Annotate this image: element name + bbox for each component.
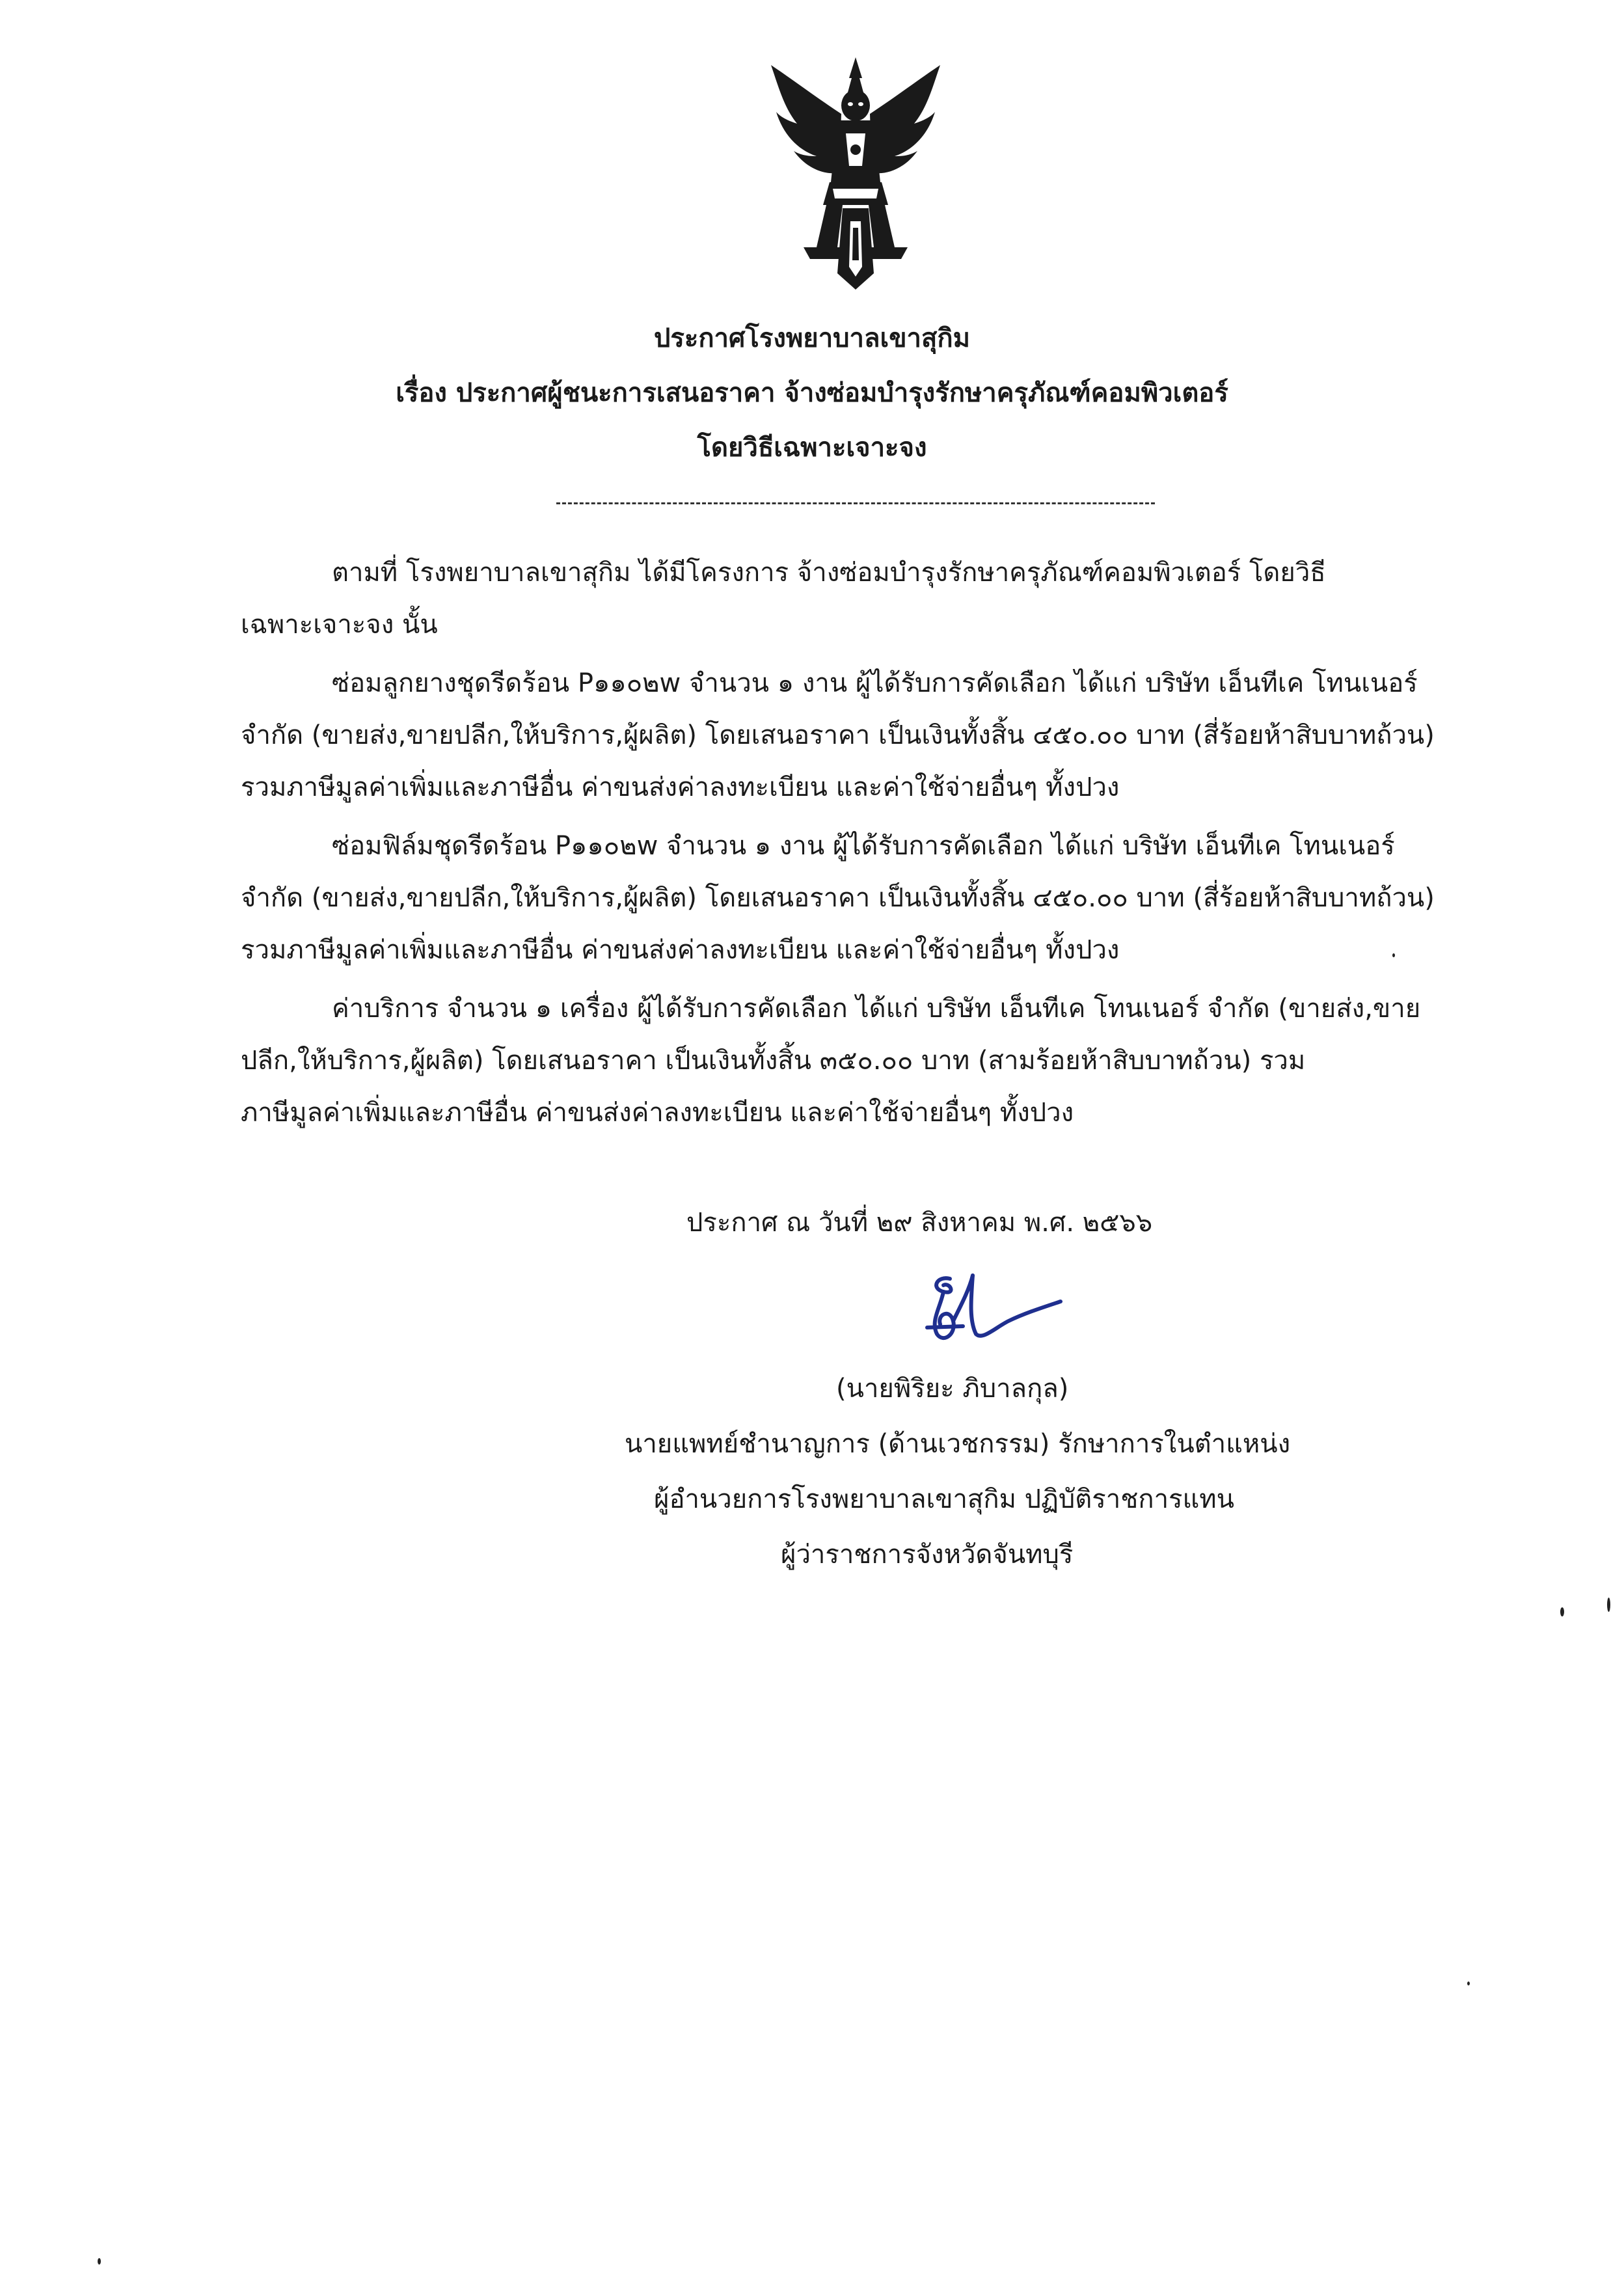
item-line: รวมภาษีมูลค่าเพิ่มและภาษีอื่น ค่าขนส่งค่าลงทะเบียน และค่าใช้จ่ายอื่นๆ ทั้งปวง bbox=[241, 935, 1120, 965]
item-line: ซ่อมฟิล์มชุดรีดร้อน P๑๑๐๒w จำนวน ๑ งาน ผู้ได้รับการคัดเลือก ได้แก่ บริษัท เอ็นทีเค โทนเนอร์ bbox=[332, 831, 1395, 861]
heading-divider bbox=[556, 502, 1155, 504]
scan-speck bbox=[98, 2258, 101, 2265]
intro-line: ตามที่ โรงพยาบาลเขาสุกิม ได้มีโครงการ จ้างซ่อมบำรุงรักษาครุภัณฑ์คอมพิวเตอร์ โดยวิธี bbox=[332, 558, 1326, 588]
item-paragraph-service-fee bbox=[241, 983, 1477, 1139]
garuda-emblem-icon bbox=[765, 52, 947, 293]
announcement-title: ประกาศโรงพยาบาลเขาสุกิม bbox=[653, 323, 971, 353]
scan-speck bbox=[1392, 953, 1395, 957]
procurement-method: โดยวิธีเฉพาะเจาะจง bbox=[697, 433, 927, 463]
item-paragraph-film-repair bbox=[241, 820, 1477, 976]
item-line: ปลีก,ให้บริการ,ผู้ผลิต) โดยเสนอราคา เป็นเงินทั้งสิ้น ๓๕๐.๐๐ บาท (สามร้อยห้าสิบบาทถ้วน) รวม bbox=[241, 1046, 1306, 1076]
item-line: จำกัด (ขายส่ง,ขายปลีก,ให้บริการ,ผู้ผลิต) โดยเสนอราคา เป็นเงินทั้งสิ้น ๔๕๐.๐๐ บาท (สี่ร้อยห้าสิบบาทถ้วน) bbox=[241, 883, 1435, 913]
announcement-subject: เรื่อง ประกาศผู้ชนะการเสนอราคา จ้างซ่อมบำรุงรักษาครุภัณฑ์คอมพิวเตอร์ bbox=[396, 378, 1228, 408]
signer-position-line3: ผู้ว่าราชการจังหวัดจันทบุรี bbox=[781, 1540, 1074, 1570]
scan-speck bbox=[1467, 1982, 1470, 1985]
signer-position-line2: ผู้อำนวยการโรงพยาบาลเขาสุกิม ปฏิบัติราชการแทน bbox=[654, 1484, 1235, 1514]
item-paragraph-roller-repair bbox=[241, 657, 1477, 813]
scan-speck bbox=[1607, 1598, 1610, 1612]
announcement-date: ประกาศ ณ วันที่ ๒๙ สิงหาคม พ.ศ. ๒๕๖๖ bbox=[686, 1208, 1153, 1238]
signer-name: (นายพิริยะ ภิบาลกุล) bbox=[836, 1374, 1069, 1404]
announcement-heading bbox=[195, 311, 1429, 475]
item-line: ซ่อมลูกยางชุดรีดร้อน P๑๑๐๒w จำนวน ๑ งาน ผู้ได้รับการคัดเลือก ได้แก่ บริษัท เอ็นทีเค โทนเนอร์ bbox=[332, 668, 1418, 698]
item-line: ภาษีมูลค่าเพิ่มและภาษีอื่น ค่าขนส่งค่าลงทะเบียน และค่าใช้จ่ายอื่นๆ ทั้งปวง bbox=[241, 1098, 1074, 1128]
intro-line: เฉพาะเจาะจง นั้น bbox=[241, 610, 438, 640]
item-line: จำกัด (ขายส่ง,ขายปลีก,ให้บริการ,ผู้ผลิต) โดยเสนอราคา เป็นเงินทั้งสิ้น ๔๕๐.๐๐ บาท (สี่ร้อยห้าสิบบาทถ้วน) bbox=[241, 720, 1435, 750]
item-line: ค่าบริการ จำนวน ๑ เครื่อง ผู้ได้รับการคัดเลือก ได้แก่ บริษัท เอ็นทีเค โทนเนอร์ จำกัด (ขายส่ง,ขาย bbox=[332, 994, 1421, 1024]
scan-speck bbox=[1560, 1607, 1564, 1616]
intro-paragraph bbox=[241, 547, 1477, 651]
signer-position-line1: นายแพทย์ชำนาญการ (ด้านเวชกรรม) รักษาการในตำแหน่ง bbox=[625, 1429, 1291, 1459]
item-line: รวมภาษีมูลค่าเพิ่มและภาษีอื่น ค่าขนส่งค่าลงทะเบียน และค่าใช้จ่ายอื่นๆ ทั้งปวง bbox=[241, 772, 1120, 802]
handwritten-signature-icon bbox=[911, 1262, 1067, 1347]
